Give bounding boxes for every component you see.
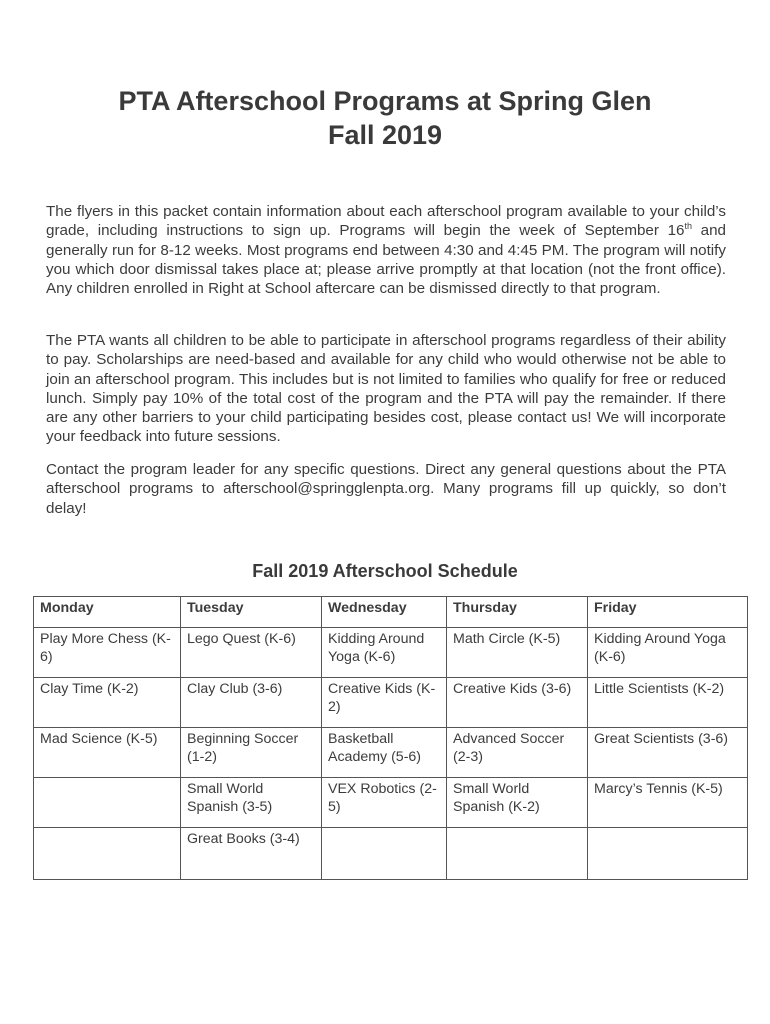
day-header-monday: Monday <box>34 597 181 628</box>
program-cell: Little Scientists (K-2) <box>588 678 748 728</box>
schedule-title: Fall 2019 Afterschool Schedule <box>252 561 518 581</box>
program-cell: Kidding Around Yoga (K-6) <box>588 628 748 678</box>
program-cell: Clay Time (K-2) <box>34 678 181 728</box>
day-header-friday: Friday <box>588 597 748 628</box>
program-cell: Great Books (3-4) <box>181 828 322 880</box>
program-cell: Advanced Soccer (2-3) <box>447 728 588 778</box>
intro-p1-text-cont: and generally run for 8-12 weeks. Most programs end between 4:30 and 4:45 PM. The program will notify you which door dismissal takes place at; please arrive promptly at that location (not the front office). Any children enrolled in Right at School aftercare can be dismissed directly to that program. <box>46 222 726 298</box>
program-cell: Small World Spanish (K-2) <box>447 778 588 828</box>
program-cell: Creative Kids (3-6) <box>447 678 588 728</box>
program-cell: Small World Spanish (3-5) <box>181 778 322 828</box>
table-row <box>34 778 748 828</box>
program-cell: Beginning Soccer (1-2) <box>181 728 322 778</box>
program-cell: Great Scientists (3-6) <box>588 728 748 778</box>
table-row <box>34 728 748 778</box>
table-row <box>34 828 748 880</box>
program-cell <box>447 828 588 880</box>
program-cell: Marcy’s Tennis (K-5) <box>588 778 748 828</box>
day-header-tuesday: Tuesday <box>181 597 322 628</box>
schedule-header-row <box>34 597 748 628</box>
intro-paragraph-2: The PTA wants all children to be able to participate in afterschool programs regardless of their ability to pay. Scholarships are need-based and available for any child who would otherwise not be able to join an afterschool program. This includes but is not limited to families who qualify for free or reduced lunch. Simply pay 10% of the total cost of the program and the PTA will pay the remainder. If there are any other barriers to your child participating besides cost, please contact us! We will incorporate your feedback into future sessions. <box>46 332 726 446</box>
program-cell <box>34 828 181 880</box>
page-subtitle: Fall 2019 <box>327 120 443 150</box>
contact-email-link[interactable]: afterschool@springglenpta.org <box>223 480 431 498</box>
day-header-wednesday: Wednesday <box>322 597 447 628</box>
day-header-thursday: Thursday <box>447 597 588 628</box>
intro-p3-text: Contact the program leader for any specific questions. Direct any general questions about the PTA afterschool programs to <box>46 461 726 498</box>
program-cell: Basketball Academy (5-6) <box>322 728 447 778</box>
table-row <box>34 628 748 678</box>
ordinal-suffix: th <box>684 221 692 232</box>
intro-paragraph-3 <box>46 460 726 518</box>
program-cell <box>322 828 447 880</box>
program-cell: Lego Quest (K-6) <box>181 628 322 678</box>
intro-p3-text-cont: . Many programs fill up quickly, so don’t delay! <box>46 480 727 517</box>
program-cell: Play More Chess (K-6) <box>34 628 181 678</box>
program-cell: VEX Robotics (2-5) <box>322 778 447 828</box>
program-cell: Creative Kids (K-2) <box>322 678 447 728</box>
schedule-table <box>33 596 748 880</box>
page-title: PTA Afterschool Programs at Spring Glen <box>118 86 652 116</box>
program-cell: Math Circle (K-5) <box>447 628 588 678</box>
program-cell: Mad Science (K-5) <box>34 728 181 778</box>
program-cell <box>34 778 181 828</box>
intro-paragraph-1 <box>46 202 726 298</box>
intro-p1-text: The flyers in this packet contain information about each afterschool program available to your child’s grade, including instructions to sign up. Programs will begin the week of September 16 <box>46 203 726 240</box>
program-cell: Clay Club (3-6) <box>181 678 322 728</box>
program-cell: Kidding Around Yoga (K-6) <box>322 628 447 678</box>
table-row <box>34 678 748 728</box>
program-cell <box>588 828 748 880</box>
